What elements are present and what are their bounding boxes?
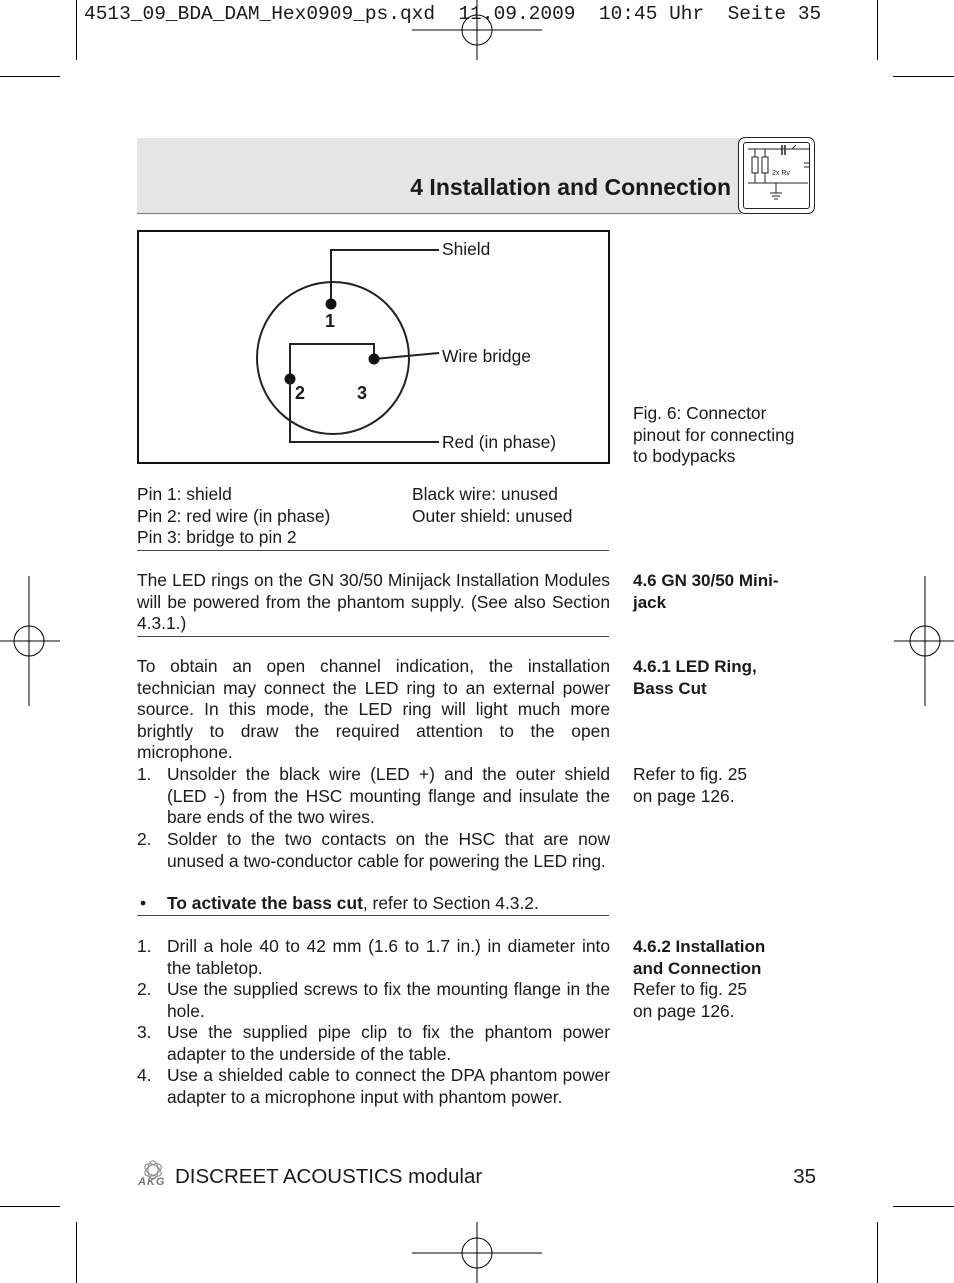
- list-item: 3. Use the supplied pipe clip to fix the phantom power adapter to the underside of the table.: [137, 1022, 610, 1064]
- list-item: 2. Solder to the two contacts on the HSC that are now unused a two-conductor cable for powering the LED ring.: [137, 829, 610, 871]
- page-number: 35: [793, 1165, 816, 1188]
- crop-mark: [893, 76, 954, 77]
- section-heading-4-6: 4.6 GN 30/50 Mini- jack: [633, 571, 779, 612]
- header-underline: [137, 213, 741, 214]
- page-title: 4 Installation and Connection: [410, 174, 731, 200]
- shield-wire: [331, 250, 439, 304]
- circuit-icon: [738, 137, 815, 214]
- pinout-item: Black wire: unused: [412, 484, 558, 504]
- section-heading-4-6-2: 4.6.2 Installation and Connection: [633, 937, 766, 978]
- list-item: 2. Use the supplied screws to fix the mounting flange in the hole.: [137, 979, 610, 1021]
- pinout-right: [412, 484, 572, 527]
- divider: [137, 550, 609, 551]
- pin-1-label: 1: [325, 311, 336, 331]
- red-wire-label: Red (in phase): [442, 432, 557, 452]
- divider: [137, 636, 609, 637]
- pinout-item: Pin 3: bridge to pin 2: [137, 527, 297, 548]
- pin-2-label: 2: [295, 383, 306, 403]
- pinout-item: Outer shield: unused: [412, 505, 573, 526]
- figure-caption: Fig. 6: Connector pinout for connecting to bodypacks: [633, 403, 795, 467]
- bullet-item: • To activate the bass cut, refer to Section 4.3.2.: [140, 893, 539, 913]
- section-4-6-1-intro: To obtain an open channel indication, the installation technician may connect the LED ring to an external power source. In this mode, the LED ring will light much more brightly to draw the required attention to the open microphone.: [137, 656, 610, 763]
- slug-line: 4513_09_BDA_DAM_Hex0909_ps.qxd 11.09.2009 10:45 Uhr Seite 35: [84, 3, 822, 25]
- divider: [137, 915, 609, 916]
- pin-1-dot: [326, 299, 337, 310]
- registration-mark-bottom: [412, 1222, 542, 1283]
- registration-mark-left: [0, 576, 60, 706]
- wire-bridge-label: Wire bridge: [442, 346, 531, 366]
- pin-3-dot: [369, 354, 380, 365]
- pinout-item: Pin 2: red wire (in phase): [137, 505, 331, 526]
- bridge-leader: [374, 353, 439, 359]
- crop-mark: [0, 76, 60, 77]
- pinout-item: Pin 1: shield: [137, 484, 232, 504]
- crop-mark: [893, 1206, 954, 1207]
- pin-3-label: 3: [357, 383, 368, 403]
- footer-title: DISCREET ACOUSTICS modular: [175, 1165, 483, 1188]
- list-item: 4. Use a shielded cable to connect the DPA phantom power adapter to a microphone input with phantom power.: [137, 1065, 610, 1107]
- list-item: 1. Drill a hole 40 to 42 mm (1.6 to 1.7 in.) in diameter into the tabletop.: [137, 936, 610, 978]
- akg-logo-text: AKG: [138, 1176, 166, 1188]
- section-4-6-body: The LED rings on the GN 30/50 Minijack Installation Modules will be powered from the phantom supply. (See also Section 4.3.1.): [137, 570, 610, 634]
- crop-mark: [0, 1206, 60, 1207]
- section-4-6-2-ref: Refer to fig. 25 on page 126.: [633, 979, 748, 1021]
- registration-mark-right: [894, 576, 954, 706]
- section-4-6-1-ref: Refer to fig. 25 on page 126.: [633, 764, 748, 806]
- shield-label: Shield: [442, 239, 491, 259]
- list-item: 1. Unsolder the black wire (LED +) and the outer shield (LED -) from the HSC mounting flange and insulate the bare ends of the two wires.: [137, 764, 610, 828]
- pinout-left: [137, 484, 330, 549]
- crop-mark: [76, 0, 77, 60]
- crop-mark: [877, 0, 878, 60]
- section-heading-4-6-1: 4.6.1 LED Ring, Bass Cut: [633, 657, 757, 698]
- crop-mark: [76, 1222, 77, 1283]
- crop-mark: [877, 1222, 878, 1283]
- circuit-icon-label: 2x Rv: [772, 170, 790, 177]
- wire-bridge-line: [290, 344, 374, 379]
- akg-logo: [135, 1158, 171, 1190]
- connector-figure: [137, 230, 610, 464]
